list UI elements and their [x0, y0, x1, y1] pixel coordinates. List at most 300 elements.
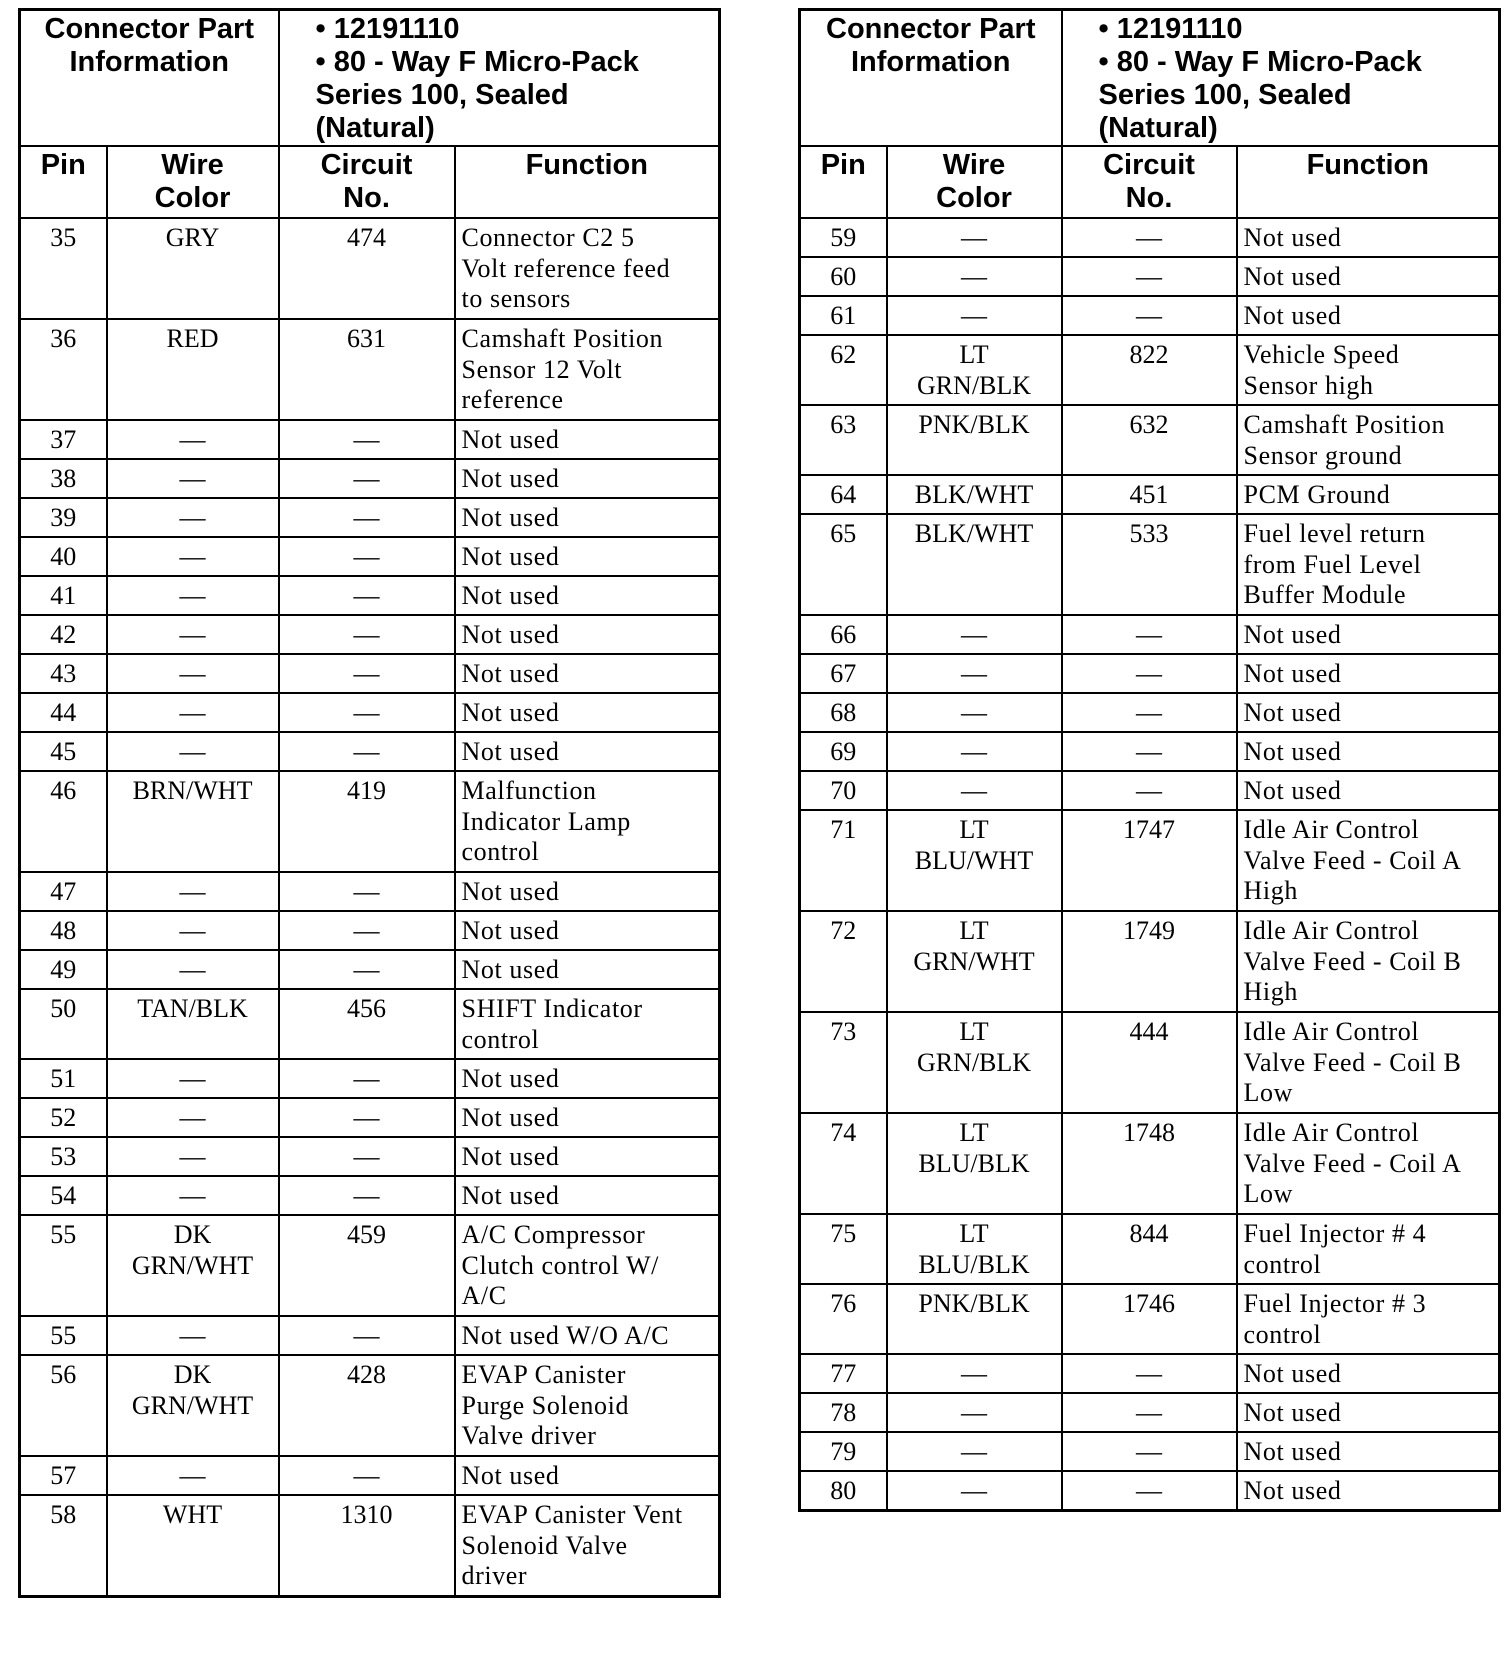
function-line: Malfunction: [461, 776, 597, 805]
pin-cell: 35: [20, 218, 107, 319]
wire-color-cell: [887, 1214, 1062, 1284]
function-cell: [455, 1137, 720, 1176]
col-header-wire-color-line: Color: [154, 182, 231, 214]
pin-cell: 62: [800, 335, 887, 405]
function-line: Buffer Module: [1243, 580, 1407, 609]
wire-color-cell: [887, 771, 1062, 810]
wire-color-line: LT: [959, 1017, 989, 1046]
function-line: Not used: [1243, 659, 1342, 688]
table-row: [800, 1432, 1500, 1471]
col-header-function-label: Function: [525, 149, 648, 181]
wire-color-line: BLU/WHT: [914, 845, 1034, 875]
wire-color-cell: [107, 771, 279, 872]
circuit-cell: 1749: [1062, 911, 1237, 1012]
table-row: [20, 1059, 720, 1098]
wire-color-cell: [107, 576, 279, 615]
circuit-cell: —: [1062, 771, 1237, 810]
wire-color-line: —: [961, 620, 987, 649]
col-header-function: [455, 146, 720, 218]
pin-cell: 72: [800, 911, 887, 1012]
pin-cell: 48: [20, 911, 107, 950]
info-value-line: • 12191110: [315, 13, 460, 45]
function-line: Not used: [461, 464, 560, 493]
function-line: Not used: [461, 1064, 560, 1093]
function-line: Low: [1243, 1078, 1293, 1107]
wire-color-cell: [107, 872, 279, 911]
wire-color-line: —: [179, 916, 206, 945]
circuit-cell: —: [279, 1176, 455, 1215]
pin-cell: 77: [800, 1354, 887, 1393]
function-cell: [455, 911, 720, 950]
connector-table-left: [18, 8, 721, 1598]
pin-cell: 38: [20, 459, 107, 498]
wire-color-line: BLU/BLK: [918, 1148, 1030, 1178]
wire-color-cell: [107, 1176, 279, 1215]
wire-color-cell: [887, 296, 1062, 335]
function-line: A/C: [461, 1281, 507, 1310]
table-row: [800, 405, 1500, 475]
function-line: Sensor ground: [1243, 440, 1403, 470]
pin-cell: 52: [20, 1098, 107, 1137]
function-cell: [1237, 257, 1500, 296]
pin-cell: 65: [800, 514, 887, 615]
function-line: driver: [461, 1561, 528, 1590]
wire-color-line: —: [961, 262, 987, 291]
wire-color-line: BLU/BLK: [918, 1249, 1030, 1279]
function-line: SHIFT Indicator: [461, 994, 643, 1023]
table-row: [800, 732, 1500, 771]
col-header-pin-label: Pin: [820, 149, 866, 181]
function-cell: [1237, 335, 1500, 405]
table-row: [800, 257, 1500, 296]
circuit-cell: —: [279, 498, 455, 537]
function-cell: [1237, 1214, 1500, 1284]
pin-cell: 71: [800, 810, 887, 911]
wire-color-cell: [107, 498, 279, 537]
connector-info-row: [20, 10, 720, 147]
table-row: [20, 218, 720, 319]
function-line: Solenoid Valve: [461, 1530, 628, 1560]
function-line: High: [1243, 977, 1298, 1006]
table-row: [800, 475, 1500, 514]
info-value-line: • 80 - Way F Micro-Pack: [315, 46, 639, 78]
table-row: [20, 872, 720, 911]
circuit-cell: 428: [279, 1355, 455, 1456]
connector-info-value: [279, 10, 720, 147]
circuit-cell: 632: [1062, 405, 1237, 475]
circuit-cell: —: [279, 1098, 455, 1137]
circuit-cell: 1746: [1062, 1284, 1237, 1354]
table-row: [20, 615, 720, 654]
pin-cell: 43: [20, 654, 107, 693]
wire-color-cell: [887, 1432, 1062, 1471]
wire-color-line: —: [179, 1321, 206, 1350]
pin-cell: 67: [800, 654, 887, 693]
function-cell: [455, 1059, 720, 1098]
table-row: [20, 1456, 720, 1495]
table-row: [800, 911, 1500, 1012]
circuit-cell: —: [279, 537, 455, 576]
pin-cell: 78: [800, 1393, 887, 1432]
function-cell: [1237, 514, 1500, 615]
function-line: PCM Ground: [1243, 480, 1391, 509]
info-label-line: Information: [69, 46, 229, 78]
circuit-cell: 1747: [1062, 810, 1237, 911]
function-line: Not used: [1243, 1359, 1342, 1388]
function-cell: [1237, 810, 1500, 911]
function-line: Not used W/O A/C: [461, 1321, 670, 1350]
table-row: [800, 1012, 1500, 1113]
function-line: to sensors: [461, 284, 571, 313]
wire-color-line: —: [961, 1398, 987, 1427]
function-cell: [1237, 296, 1500, 335]
wire-color-cell: [107, 911, 279, 950]
wire-color-cell: [887, 810, 1062, 911]
function-cell: [455, 218, 720, 319]
function-line: Camshaft Position: [1243, 410, 1446, 439]
wire-color-cell: [887, 1012, 1062, 1113]
pin-cell: 68: [800, 693, 887, 732]
pin-cell: 51: [20, 1059, 107, 1098]
pin-cell: 59: [800, 218, 887, 257]
wire-color-cell: [107, 459, 279, 498]
wire-color-line: BLK/WHT: [914, 480, 1034, 509]
wire-color-line: —: [961, 776, 987, 805]
circuit-cell: 451: [1062, 475, 1237, 514]
function-cell: [1237, 1471, 1500, 1510]
function-line: Idle Air Control: [1243, 815, 1420, 844]
info-value-line: • 80 - Way F Micro-Pack: [1098, 46, 1422, 78]
function-cell: [455, 576, 720, 615]
function-cell: [455, 615, 720, 654]
wire-color-cell: [107, 732, 279, 771]
pin-cell: 56: [20, 1355, 107, 1456]
function-line: Clutch control W/: [461, 1250, 659, 1280]
function-cell: [455, 872, 720, 911]
pin-cell: 55: [20, 1316, 107, 1355]
function-cell: [1237, 218, 1500, 257]
wire-color-cell: [887, 1471, 1062, 1510]
function-line: Not used: [461, 916, 560, 945]
connector-info-label: [800, 10, 1062, 147]
wire-color-cell: [107, 218, 279, 319]
connector-info-row: [800, 10, 1500, 147]
function-line: Purge Solenoid: [461, 1390, 630, 1420]
wire-color-cell: [107, 1215, 279, 1316]
function-line: Not used: [1243, 737, 1342, 766]
pin-cell: 61: [800, 296, 887, 335]
function-cell: [1237, 911, 1500, 1012]
wire-color-cell: [887, 1113, 1062, 1214]
wire-color-cell: [887, 1284, 1062, 1354]
table-row: [800, 693, 1500, 732]
col-header-pin-label: Pin: [40, 149, 86, 181]
function-line: control: [1243, 1249, 1322, 1279]
function-line: from Fuel Level: [1243, 549, 1422, 579]
circuit-cell: —: [279, 654, 455, 693]
table-row: [20, 1355, 720, 1456]
table-row: [20, 693, 720, 732]
function-line: A/C Compressor: [461, 1220, 646, 1249]
col-header-wire-color: [887, 146, 1062, 218]
function-line: Volt reference feed: [461, 253, 671, 283]
pin-cell: 44: [20, 693, 107, 732]
function-cell: [455, 732, 720, 771]
wire-color-cell: [887, 257, 1062, 296]
pin-cell: 75: [800, 1214, 887, 1284]
table-row: [20, 1098, 720, 1137]
function-line: Not used: [461, 542, 560, 571]
wire-color-cell: [107, 989, 279, 1059]
circuit-cell: 533: [1062, 514, 1237, 615]
function-cell: [1237, 771, 1500, 810]
circuit-cell: —: [1062, 257, 1237, 296]
col-header-circuit-line: No.: [1125, 182, 1173, 214]
function-cell: [455, 771, 720, 872]
pin-cell: 55: [20, 1215, 107, 1316]
function-cell: [1237, 732, 1500, 771]
info-label-line: Information: [851, 46, 1011, 78]
function-line: control: [461, 1024, 540, 1054]
function-cell: [455, 950, 720, 989]
col-header-function: [1237, 146, 1500, 218]
wire-color-line: LT: [959, 1118, 989, 1147]
table-row: [20, 576, 720, 615]
function-line: Fuel level return: [1243, 519, 1426, 548]
function-cell: [455, 319, 720, 420]
function-line: Not used: [461, 425, 560, 454]
table-row: [20, 498, 720, 537]
function-cell: [1237, 693, 1500, 732]
wire-color-line: LT: [959, 1219, 989, 1248]
pin-cell: 69: [800, 732, 887, 771]
circuit-cell: —: [279, 1456, 455, 1495]
connector-info-value: [1062, 10, 1500, 147]
function-cell: [1237, 1393, 1500, 1432]
function-cell: [455, 1176, 720, 1215]
circuit-cell: —: [1062, 693, 1237, 732]
wire-color-line: —: [961, 737, 987, 766]
wire-color-cell: [887, 1354, 1062, 1393]
wire-color-cell: [107, 537, 279, 576]
circuit-cell: 474: [279, 218, 455, 319]
pin-cell: 58: [20, 1495, 107, 1596]
function-line: EVAP Canister Vent: [461, 1500, 683, 1529]
function-line: Fuel Injector # 3: [1243, 1289, 1427, 1318]
wire-color-line: —: [961, 659, 987, 688]
function-line: Low: [1243, 1179, 1293, 1208]
function-line: Idle Air Control: [1243, 1118, 1420, 1147]
wire-color-line: —: [179, 620, 206, 649]
column-header-row: [800, 146, 1500, 218]
wire-color-line: DK: [173, 1220, 212, 1249]
circuit-cell: 1748: [1062, 1113, 1237, 1214]
wire-color-line: —: [179, 503, 206, 532]
pin-cell: 45: [20, 732, 107, 771]
function-line: Valve Feed - Coil B: [1243, 1047, 1462, 1077]
pin-cell: 80: [800, 1471, 887, 1510]
function-cell: [455, 1215, 720, 1316]
table-row: [20, 1176, 720, 1215]
table-row: [800, 335, 1500, 405]
wire-color-line: LT: [959, 815, 989, 844]
info-value-line: (Natural): [1098, 112, 1218, 144]
wire-color-line: —: [179, 737, 206, 766]
function-cell: [1237, 615, 1500, 654]
pin-cell: 40: [20, 537, 107, 576]
wire-color-line: PNK/BLK: [918, 1289, 1030, 1318]
table-row: [20, 319, 720, 420]
pin-cell: 63: [800, 405, 887, 475]
function-cell: [455, 1355, 720, 1456]
circuit-cell: —: [279, 872, 455, 911]
function-cell: [455, 1456, 720, 1495]
function-cell: [1237, 1354, 1500, 1393]
wire-color-cell: [887, 654, 1062, 693]
wire-color-cell: [887, 514, 1062, 615]
wire-color-cell: [107, 1059, 279, 1098]
table-row: [800, 1214, 1500, 1284]
wire-color-cell: [887, 475, 1062, 514]
function-cell: [455, 1495, 720, 1596]
wire-color-line: —: [179, 1142, 206, 1171]
function-line: Not used: [1243, 698, 1342, 727]
circuit-cell: 844: [1062, 1214, 1237, 1284]
pin-cell: 37: [20, 420, 107, 459]
circuit-cell: 444: [1062, 1012, 1237, 1113]
circuit-cell: —: [279, 1059, 455, 1098]
col-header-wire-color-line: Color: [936, 182, 1012, 214]
pin-cell: 76: [800, 1284, 887, 1354]
wire-color-cell: [887, 218, 1062, 257]
col-header-pin: [800, 146, 887, 218]
function-cell: [455, 537, 720, 576]
wire-color-line: —: [961, 698, 987, 727]
function-line: Not used: [1243, 620, 1342, 649]
circuit-cell: —: [1062, 654, 1237, 693]
table-row: [800, 1354, 1500, 1393]
function-line: High: [1243, 876, 1298, 905]
col-header-circuit-line: Circuit: [320, 149, 413, 181]
wire-color-cell: [107, 654, 279, 693]
function-cell: [1237, 1012, 1500, 1113]
wire-color-line: WHT: [162, 1500, 223, 1529]
circuit-cell: —: [279, 576, 455, 615]
pin-cell: 47: [20, 872, 107, 911]
function-line: Not used: [1243, 776, 1342, 805]
circuit-cell: —: [1062, 615, 1237, 654]
table-row: [20, 732, 720, 771]
wire-color-line: GRN/WHT: [913, 946, 1035, 976]
function-line: Not used: [461, 1461, 560, 1490]
function-cell: [1237, 1113, 1500, 1214]
function-line: Valve Feed - Coil A: [1243, 845, 1462, 875]
circuit-cell: 419: [279, 771, 455, 872]
function-line: Connector C2 5: [461, 223, 635, 252]
function-line: Sensor 12 Volt: [461, 354, 623, 384]
table-row: [20, 420, 720, 459]
col-header-circuit-line: Circuit: [1103, 149, 1195, 181]
wire-color-cell: [887, 693, 1062, 732]
function-cell: [1237, 405, 1500, 475]
circuit-cell: 456: [279, 989, 455, 1059]
function-line: Not used: [461, 581, 560, 610]
function-line: Idle Air Control: [1243, 916, 1420, 945]
function-line: Idle Air Control: [1243, 1017, 1420, 1046]
function-cell: [455, 420, 720, 459]
table-row: [800, 514, 1500, 615]
table-row: [20, 1316, 720, 1355]
wire-color-cell: [887, 911, 1062, 1012]
circuit-cell: —: [279, 615, 455, 654]
function-line: Fuel Injector # 4: [1243, 1219, 1427, 1248]
col-header-wire-color-line: Wire: [942, 149, 1006, 181]
table-row: [800, 1471, 1500, 1510]
circuit-cell: —: [1062, 218, 1237, 257]
function-line: Not used: [1243, 223, 1342, 252]
wire-color-cell: [107, 1098, 279, 1137]
col-header-wire-color: [107, 146, 279, 218]
wire-color-line: —: [961, 301, 987, 330]
wire-color-line: —: [179, 955, 206, 984]
function-cell: [455, 1316, 720, 1355]
wire-color-cell: [887, 1393, 1062, 1432]
pin-cell: 46: [20, 771, 107, 872]
info-value-line: Series 100, Sealed: [1098, 79, 1352, 111]
col-header-circuit: [1062, 146, 1237, 218]
table-row: [20, 1495, 720, 1596]
table-row: [20, 654, 720, 693]
wire-color-line: GRY: [165, 223, 220, 252]
circuit-cell: —: [279, 911, 455, 950]
function-line: Valve Feed - Coil B: [1243, 946, 1462, 976]
pin-cell: 79: [800, 1432, 887, 1471]
circuit-cell: —: [1062, 1471, 1237, 1510]
column-header-row: [20, 146, 720, 218]
wire-color-cell: [887, 335, 1062, 405]
wire-color-line: —: [179, 464, 206, 493]
function-line: Not used: [1243, 262, 1342, 291]
wire-color-line: —: [961, 1359, 987, 1388]
pin-cell: 73: [800, 1012, 887, 1113]
circuit-cell: 1310: [279, 1495, 455, 1596]
table-row: [20, 771, 720, 872]
wire-color-line: —: [179, 1103, 206, 1132]
pin-cell: 36: [20, 319, 107, 420]
circuit-cell: —: [1062, 1432, 1237, 1471]
table-row: [800, 654, 1500, 693]
table-row: [20, 911, 720, 950]
function-cell: [455, 498, 720, 537]
wire-color-cell: [107, 1355, 279, 1456]
wire-color-line: GRN/WHT: [131, 1250, 254, 1280]
function-cell: [455, 693, 720, 732]
wire-color-cell: [107, 319, 279, 420]
wire-color-cell: [107, 950, 279, 989]
function-cell: [455, 989, 720, 1059]
function-line: reference: [461, 385, 564, 414]
pin-cell: 53: [20, 1137, 107, 1176]
function-cell: [1237, 475, 1500, 514]
table-row: [20, 1215, 720, 1316]
pin-cell: 74: [800, 1113, 887, 1214]
wire-color-cell: [887, 615, 1062, 654]
wire-color-line: —: [961, 223, 987, 252]
info-value-line: Series 100, Sealed: [315, 79, 569, 111]
wire-color-cell: [107, 1316, 279, 1355]
wire-color-cell: [107, 420, 279, 459]
circuit-cell: —: [279, 459, 455, 498]
